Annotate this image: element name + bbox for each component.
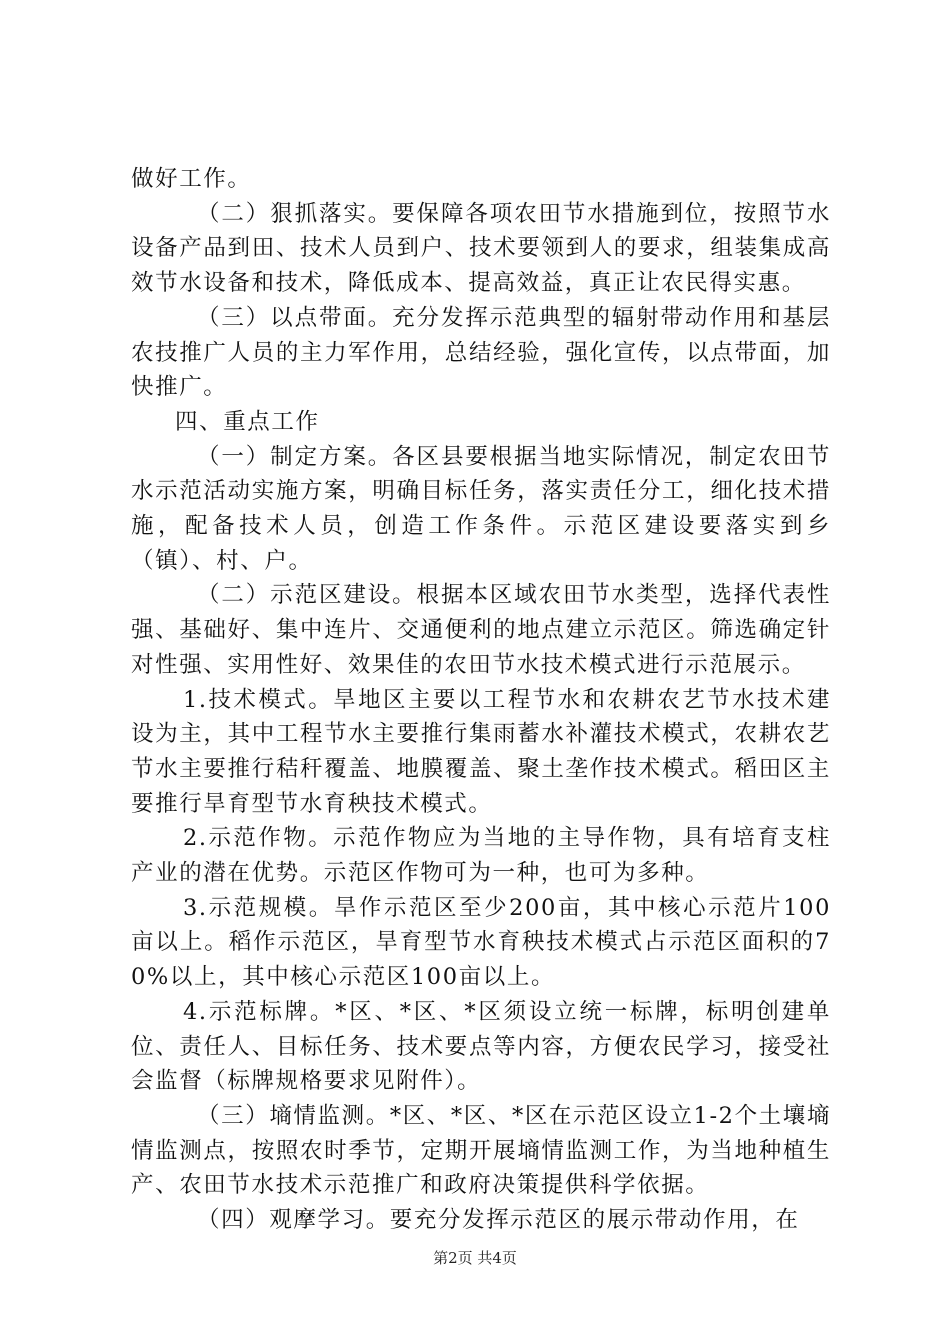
paragraph-ensure-implementation: （二）狠抓落实。要保障各项农田节水措施到位，按照节水设备产品到田、技术人员到户、技术要领到人的要求，组装集成高效节水设备和技术，降低成本、提高效益，真正让农民得实惠。	[131, 200, 831, 297]
document-body	[131, 162, 831, 1238]
paragraph-continuation: 做好工作。	[131, 166, 252, 192]
page-number-footer: 第2页 共4页	[433, 1249, 517, 1267]
list-item-demo-signage: 4.示范标牌。*区、*区、*区须设立统一标牌，标明创建单位、责任人、目标任务、技术要点等内容，方便农民学习，接受社会监督（标牌规格要求见附件）。	[131, 998, 831, 1095]
section-heading-key-work: 四、重点工作	[175, 408, 320, 435]
paragraph-point-to-area: （三）以点带面。充分发挥示范典型的辐射带动作用和基层农技推广人员的主力军作用，总结经验，强化宣传，以点带面，加快推广。	[131, 304, 831, 401]
list-item-demo-scale: 3.示范规模。旱作示范区至少200亩，其中核心示范片100亩以上。稻作示范区，旱育型节水育秧技术模式占示范区面积的70%以上，其中核心示范区100亩以上。	[131, 894, 831, 991]
paragraph-moisture-monitoring: （三）墒情监测。*区、*区、*区在示范区设立1-2个土壤墒情监测点，按照农时季节，定期开展墒情监测工作，为当地种植生产、农田节水技术示范推广和政府决策提供科学依据。	[131, 1102, 831, 1199]
list-item-technical-mode: 1.技术模式。旱地区主要以工程节水和农耕农艺节水技术建设为主，其中工程节水主要推行集雨蓄水补灌技术模式，农耕农艺节水主要推行秸秆覆盖、地膜覆盖、聚土垄作技术模式。稻田区主要推行旱育型节水育秧技术模式。	[131, 686, 831, 817]
paragraph-demo-zone-construction: （二）示范区建设。根据本区域农田节水类型，选择代表性强、基础好、集中连片、交通便利的地点建立示范区。筛选确定针对性强、实用性好、效果佳的农田节水技术模式进行示范展示。	[131, 582, 831, 678]
paragraph-formulate-plan: （一）制定方案。各区县要根据当地实际情况，制定农田节水示范活动实施方案，明确目标任务，落实责任分工，细化技术措施，配备技术人员，创造工作条件。示范区建设要落实到乡（镇）、村、户。	[131, 443, 831, 574]
paragraph-observation-study: （四）观摩学习。要充分发挥示范区的展示带动作用，在	[197, 1207, 800, 1234]
list-item-demo-crops: 2.示范作物。示范作物应为当地的主导作物，具有培育支柱产业的潜在优势。示范区作物可为一种，也可为多种。	[131, 825, 831, 887]
